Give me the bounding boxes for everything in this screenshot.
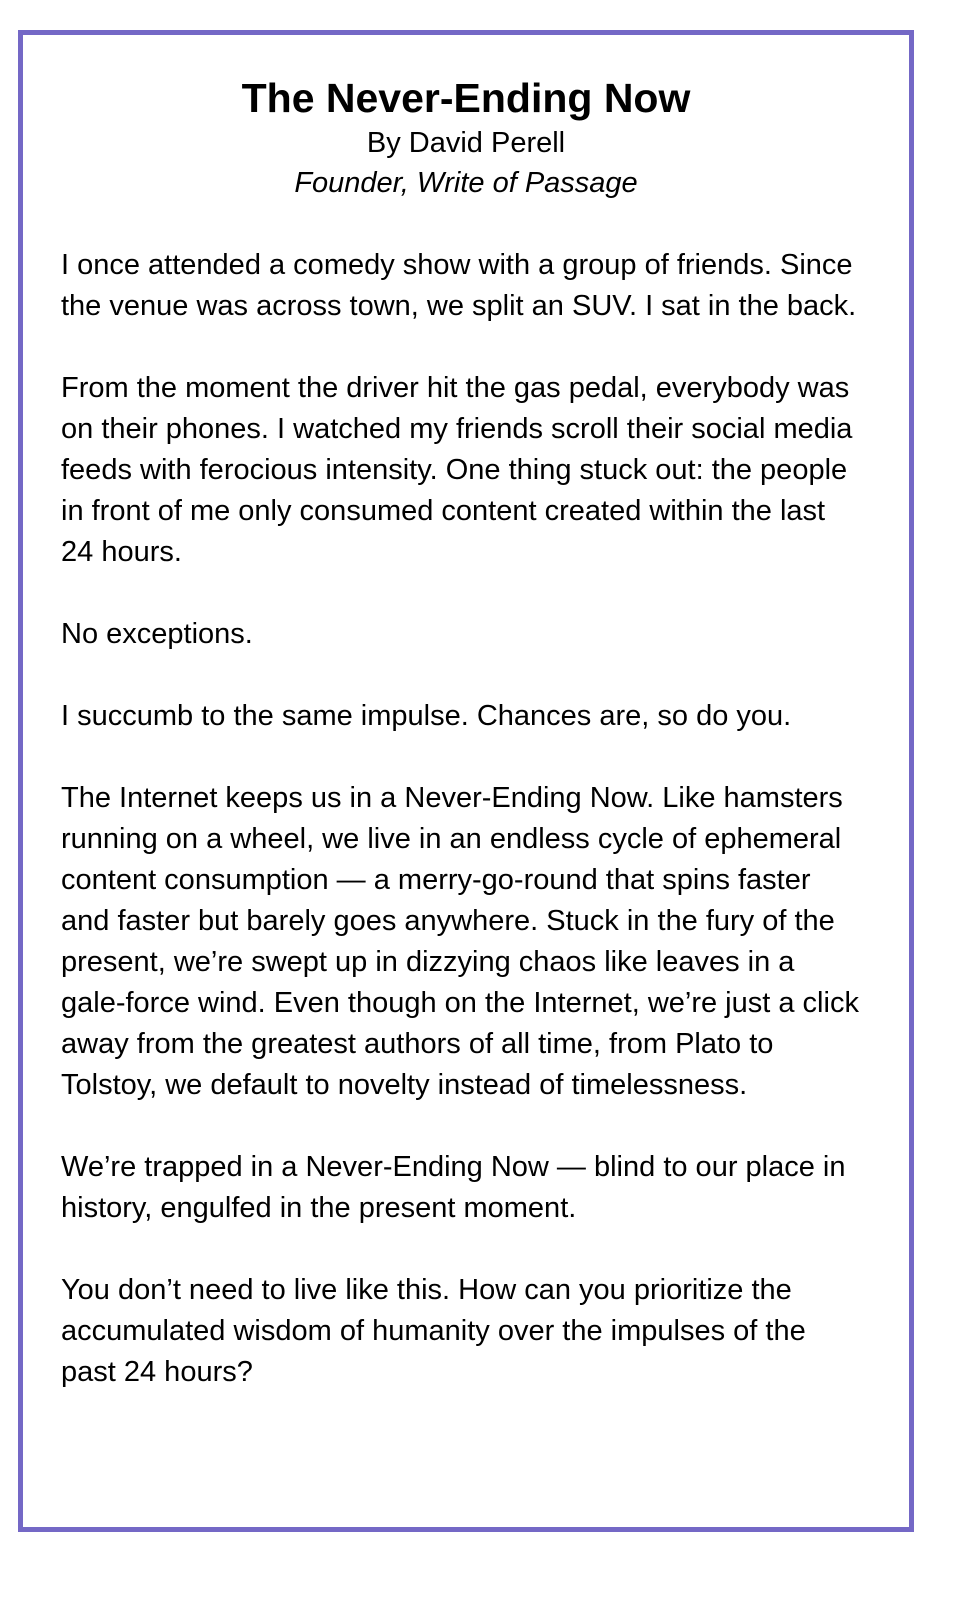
author-byline: By David Perell — [366, 127, 566, 159]
paragraph: We’re trapped in a Never-Ending Now — blind to our place in history, engulfed in the present moment. — [61, 1151, 846, 1224]
author-role: Founder, Write of Passage — [294, 167, 638, 199]
document-title: The Never-Ending Now — [241, 75, 691, 121]
paragraph: The Internet keeps us in a Never-Ending Now. Like hamsters running on a wheel, we live in an endless cycle of ephemeral content consumption — a merry-go-round that spins faster and faster but barely goes anywhere. Stuck in the fury of the present, we’re swept up in dizzying chaos like leaves in a gale-force wind. Even though on the Internet, we’re just a click away from the greatest authors of all time, from Plato to Tolstoy, we default to novelty instead of timelessness. — [61, 782, 859, 1101]
document-body — [61, 245, 871, 1393]
paragraph: I succumb to the same impulse. Chances are, so do you. — [61, 700, 792, 732]
paragraph: You don’t need to live like this. How can you prioritize the accumulated wisdom of humanity over the impulses of the past 24 hours? — [61, 1274, 806, 1388]
document-frame — [18, 30, 914, 1532]
paragraph: No exceptions. — [61, 618, 253, 650]
paragraph: I once attended a comedy show with a group of friends. Since the venue was across town, we split an SUV. I sat in the back. — [61, 249, 857, 322]
paragraph: From the moment the driver hit the gas pedal, everybody was on their phones. I watched my friends scroll their social media feeds with ferocious intensity. One thing stuck out: the people in front of me only consumed content created within the last 24 hours. — [61, 372, 853, 568]
